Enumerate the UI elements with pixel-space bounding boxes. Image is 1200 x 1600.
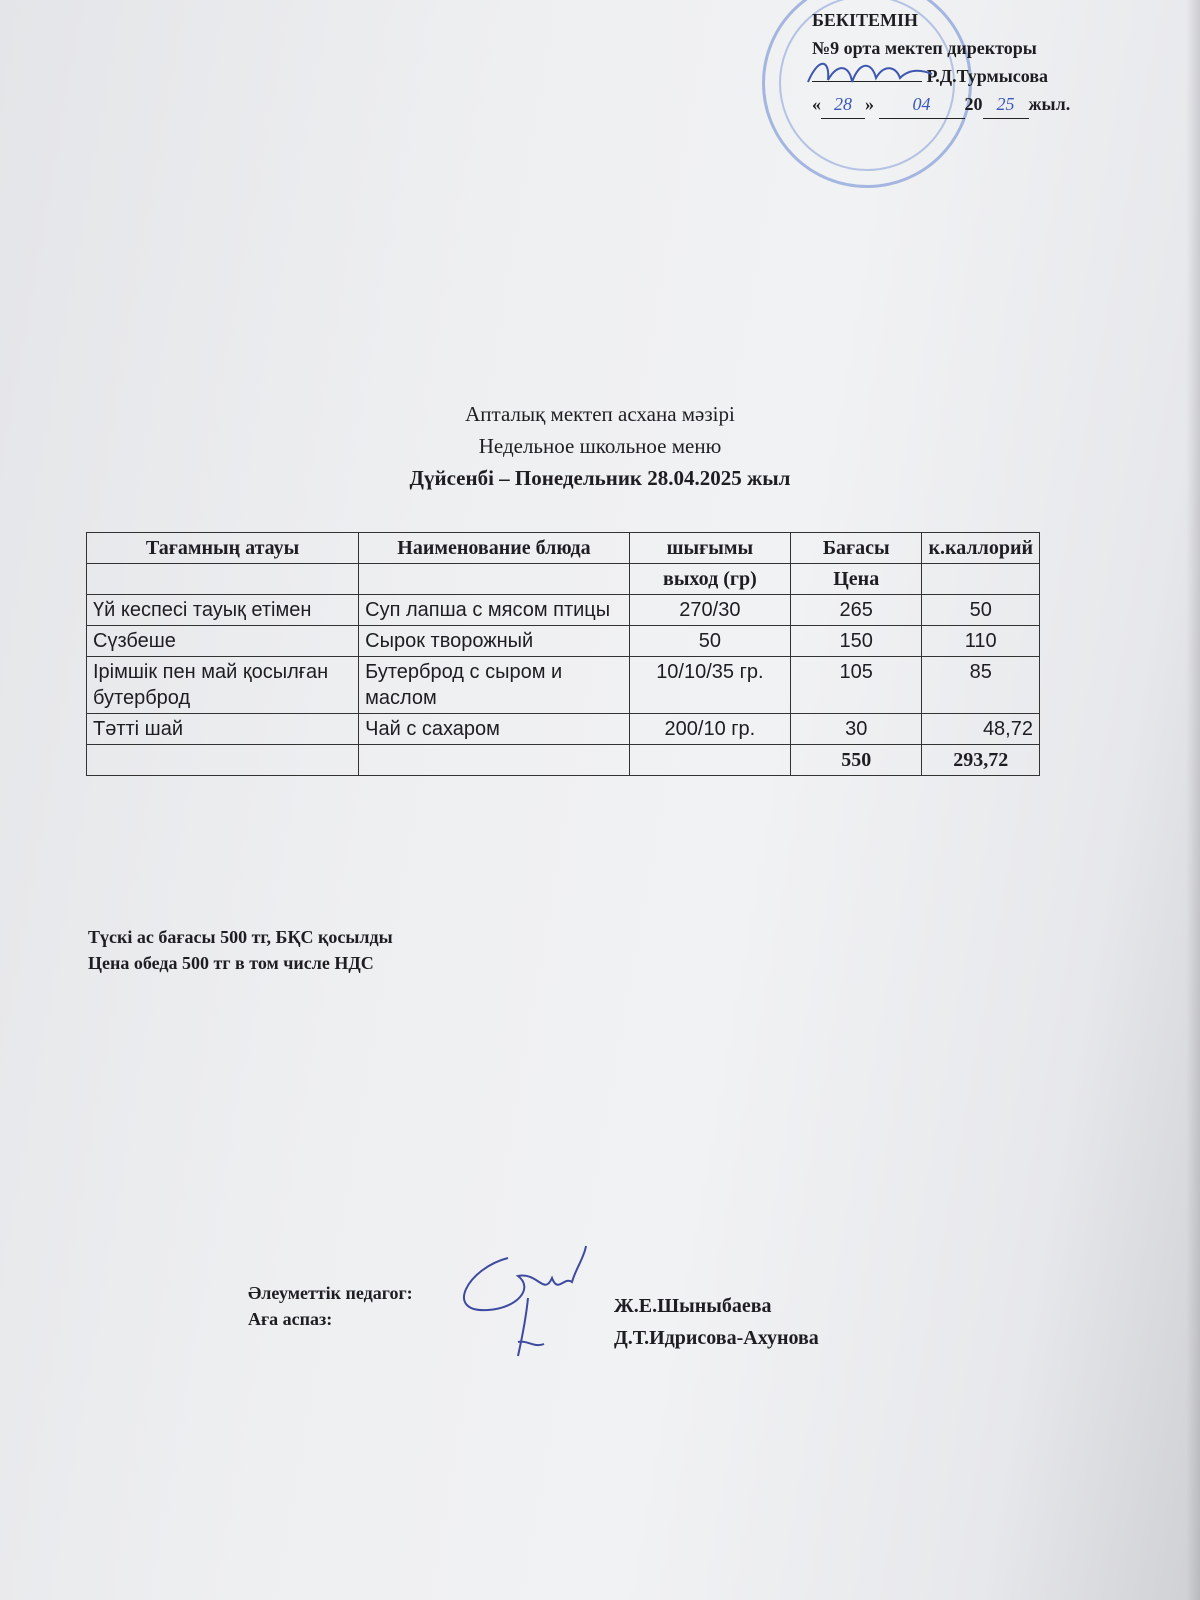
dish-kcal: 110	[922, 626, 1040, 657]
dish-name-kz: Үй кеспесі тауық етімен	[87, 595, 359, 626]
empty-cell	[359, 745, 630, 776]
subheader-cell	[922, 564, 1040, 595]
subheader-cell	[359, 564, 630, 595]
header-cell: к.каллорий	[922, 533, 1040, 564]
signer-name-2: Д.Т.Идрисова-Ахунова	[614, 1327, 819, 1349]
price-note-ru: Цена обеда 500 тг в том числе НДС	[88, 953, 374, 973]
signer-name-1: Ж.Е.Шыныбаева	[614, 1295, 772, 1317]
signer-names	[614, 1290, 819, 1354]
title-date: Дүйсенбі – Понедельник 28.04.2025 жыл	[409, 466, 791, 490]
menu-table	[86, 532, 1040, 776]
table-row	[87, 714, 1040, 745]
table-header-row	[87, 533, 1040, 564]
approval-year-suffix: 25	[983, 90, 1029, 119]
subheader-cell: Цена	[791, 564, 922, 595]
director-name: Р.Д.Турмысова	[926, 66, 1049, 86]
dish-kcal: 85	[922, 657, 1040, 714]
role-head-cook: Аға аспаз:	[248, 1309, 333, 1329]
total-kcal: 293,72	[922, 745, 1040, 776]
empty-cell	[629, 745, 790, 776]
dish-name-ru: Бутерброд с сыром и маслом	[359, 657, 630, 714]
page-edge-shadow	[1186, 0, 1200, 1600]
dish-name-kz: Тәтті шай	[87, 714, 359, 745]
dish-price: 150	[791, 626, 922, 657]
director-signature	[800, 52, 940, 92]
dish-yield: 50	[629, 626, 790, 657]
header-cell: Бағасы	[791, 533, 922, 564]
dish-name-kz: Ірімшік пен май қосылған бутерброд	[87, 657, 359, 714]
approval-month: 04	[879, 90, 965, 119]
header-cell: шығымы	[629, 533, 790, 564]
dish-price: 105	[791, 657, 922, 714]
table-subheader-row	[87, 564, 1040, 595]
title-kz: Апталық мектеп асхана мәзірі	[465, 402, 735, 426]
dish-yield: 10/10/35 гр.	[629, 657, 790, 714]
price-note-kz: Түскі ас бағасы 500 тг, БҚС қосылды	[88, 927, 393, 947]
dish-yield: 200/10 гр.	[629, 714, 790, 745]
total-price: 550	[791, 745, 922, 776]
table-row	[87, 657, 1040, 714]
empty-cell	[87, 745, 359, 776]
dish-name-ru: Чай с сахаром	[359, 714, 630, 745]
dish-kcal: 50	[922, 595, 1040, 626]
price-notes	[88, 924, 393, 976]
approval-line-1: БЕКІТЕМІН	[812, 10, 918, 30]
table-row	[87, 595, 1040, 626]
header-cell: Тағамның атауы	[87, 533, 359, 564]
role-social-pedagogue: Әлеуметтік педагог:	[248, 1283, 413, 1303]
approval-day: 28	[821, 90, 865, 119]
dish-name-ru: Сырок творожный	[359, 626, 630, 657]
signer-roles	[248, 1280, 413, 1332]
dish-name-kz: Сүзбеше	[87, 626, 359, 657]
approval-year-prefix: 20	[964, 94, 983, 114]
dish-name-ru: Суп лапша с мясом птицы	[359, 595, 630, 626]
approval-line-2: №9 орта мектеп директоры	[812, 38, 1037, 58]
dish-price: 30	[791, 714, 922, 745]
dish-kcal: 48,72	[922, 714, 1040, 745]
header-cell: Наименование блюда	[359, 533, 630, 564]
table-row	[87, 626, 1040, 657]
menu-title	[0, 398, 1200, 494]
table-total-row	[87, 745, 1040, 776]
subheader-cell	[87, 564, 359, 595]
dish-price: 265	[791, 595, 922, 626]
title-ru: Недельное школьное меню	[478, 434, 722, 458]
dish-yield: 270/30	[629, 595, 790, 626]
approval-date: « 28 » 04 20 25 жыл.	[812, 90, 1112, 119]
approval-year-word: жыл.	[1028, 94, 1071, 114]
subheader-cell: выход (гр)	[629, 564, 790, 595]
signature	[448, 1238, 608, 1368]
